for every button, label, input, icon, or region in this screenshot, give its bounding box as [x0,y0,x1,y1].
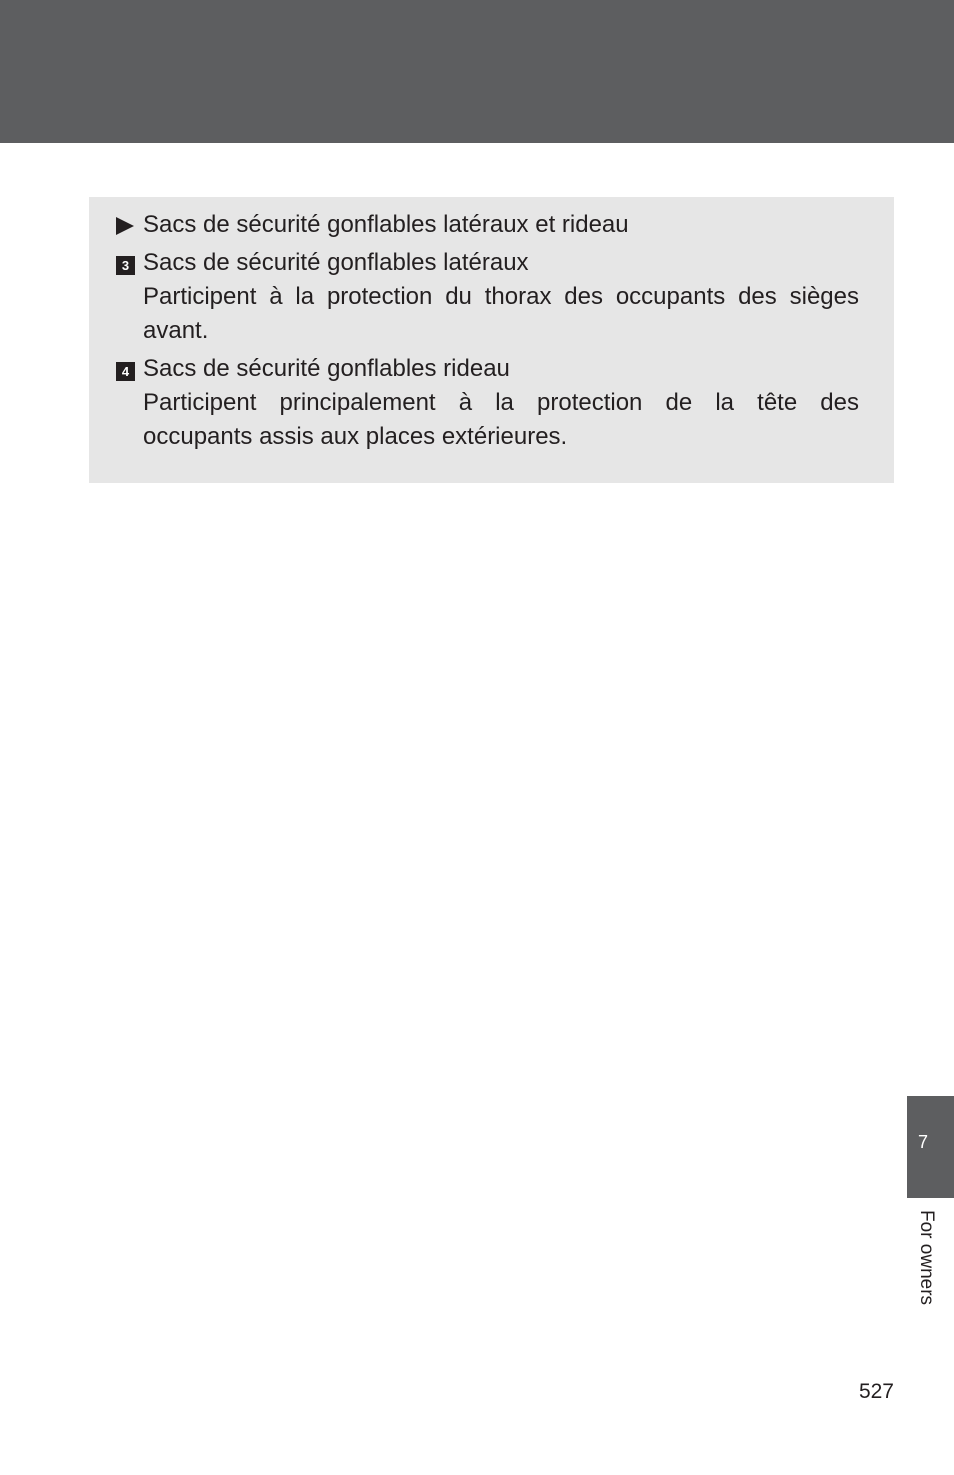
item-description-line: Participent principalement à la protection de la tête des [143,389,859,416]
item-description-line: Participent à la protection du thorax des occupants des sièges [143,283,859,310]
page-number: 527 [858,1380,894,1403]
chapter-tab [907,1096,954,1198]
section-heading: Sacs de sécurité gonflables latéraux et rideau [143,211,629,238]
item-description-line: occupants assis aux places extérieures. [143,423,568,450]
chapter-label: For owners [916,1210,937,1306]
item-number-badge: 4 [116,362,135,381]
triangle-marker-icon [116,217,134,235]
chapter-number: 7 [917,1132,928,1152]
item-title: Sacs de sécurité gonflables latéraux [143,249,529,276]
top-banner [0,0,954,143]
info-box [89,197,894,483]
item-number-badge: 3 [116,256,135,275]
item-title: Sacs de sécurité gonflables rideau [143,355,510,382]
item-description-line: avant. [143,317,209,344]
